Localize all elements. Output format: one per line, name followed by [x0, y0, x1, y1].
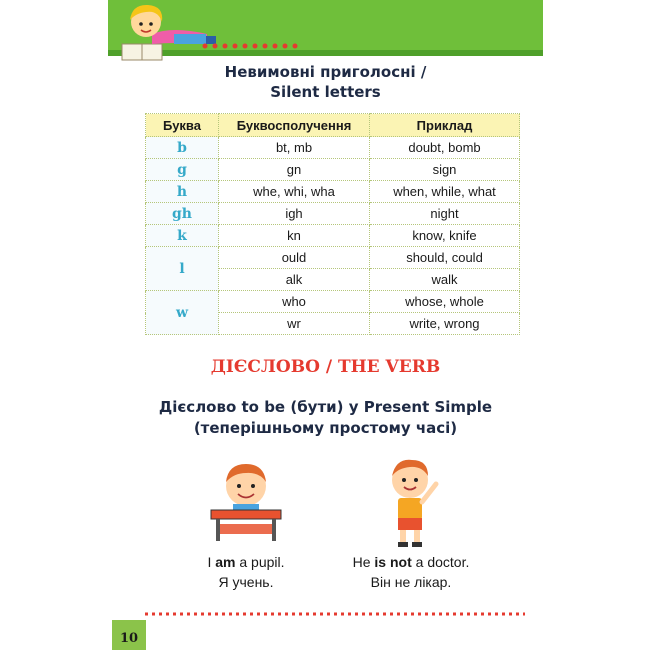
- silent-letters-table: [145, 113, 520, 335]
- column-header-example: Приклад: [370, 114, 520, 137]
- letter-cell: h: [146, 181, 219, 203]
- verb-section-heading: ДІЄСЛОВО / THE VERB: [210, 357, 441, 377]
- table-row: [146, 225, 520, 247]
- example-cell: write, wrong: [370, 313, 520, 335]
- combination-cell: who: [219, 291, 370, 313]
- example-english-1: [178, 552, 314, 572]
- example-cell: doubt, bomb: [370, 137, 520, 159]
- combination-cell: alk: [219, 269, 370, 291]
- example-caption-2: [336, 552, 486, 592]
- example-cell: know, knife: [370, 225, 520, 247]
- combination-cell: igh: [219, 203, 370, 225]
- letter-cell: l: [146, 247, 219, 291]
- letter-cell: gh: [146, 203, 219, 225]
- table-row: [146, 203, 520, 225]
- example-english-1-verb: am: [215, 554, 236, 570]
- example-cell: when, while, what: [370, 181, 520, 203]
- girl-reading-illustration: [112, 0, 232, 70]
- section-title-line2: Silent letters: [270, 83, 381, 101]
- example-cell: walk: [370, 269, 520, 291]
- example-cell: should, could: [370, 247, 520, 269]
- column-header-combination: Буквосполучення: [219, 114, 370, 137]
- combination-cell: whe, whi, wha: [219, 181, 370, 203]
- example-cell: sign: [370, 159, 520, 181]
- example-caption-1: [178, 552, 314, 592]
- combination-cell: kn: [219, 225, 370, 247]
- example-english-2-suffix: a doctor.: [411, 554, 470, 570]
- table-row: [146, 291, 520, 313]
- combination-cell: wr: [219, 313, 370, 335]
- page-number-badge: [112, 620, 146, 650]
- example-english-1-suffix: a pupil.: [235, 554, 285, 570]
- letter-cell: b: [146, 137, 219, 159]
- combination-cell: ould: [219, 247, 370, 269]
- decorative-dots: [200, 40, 320, 52]
- combination-cell: bt, mb: [219, 137, 370, 159]
- example-english-2-verb: is not: [374, 554, 412, 570]
- verb-subtitle-line2: (теперішньому простому часі): [193, 419, 458, 437]
- table-header-row: [146, 114, 520, 137]
- example-english-1-prefix: I: [207, 554, 216, 570]
- example-english-2: [336, 552, 486, 572]
- table-row: [146, 247, 520, 269]
- example-cell: night: [370, 203, 520, 225]
- table-row: [146, 137, 520, 159]
- verb-subtitle-line1: Дієслово to be (бути) у Present Simple: [158, 398, 493, 416]
- boy-waving-illustration: [378, 456, 448, 548]
- letter-cell: k: [146, 225, 219, 247]
- bottom-dotted-border: [145, 611, 525, 617]
- example-ukrainian-1: Я учень.: [218, 574, 274, 590]
- section-title-line1: Невимовні приголосні /: [224, 63, 427, 81]
- table-row: [146, 181, 520, 203]
- example-ukrainian-2: Він не лікар.: [370, 574, 452, 590]
- letter-cell: g: [146, 159, 219, 181]
- column-header-letter: Буква: [146, 114, 219, 137]
- table-row: [146, 159, 520, 181]
- letter-cell: w: [146, 291, 219, 335]
- page-number: 10: [119, 631, 139, 646]
- combination-cell: gn: [219, 159, 370, 181]
- example-cell: whose, whole: [370, 291, 520, 313]
- example-english-2-prefix: He: [352, 554, 375, 570]
- pupil-at-desk-illustration: [206, 458, 286, 544]
